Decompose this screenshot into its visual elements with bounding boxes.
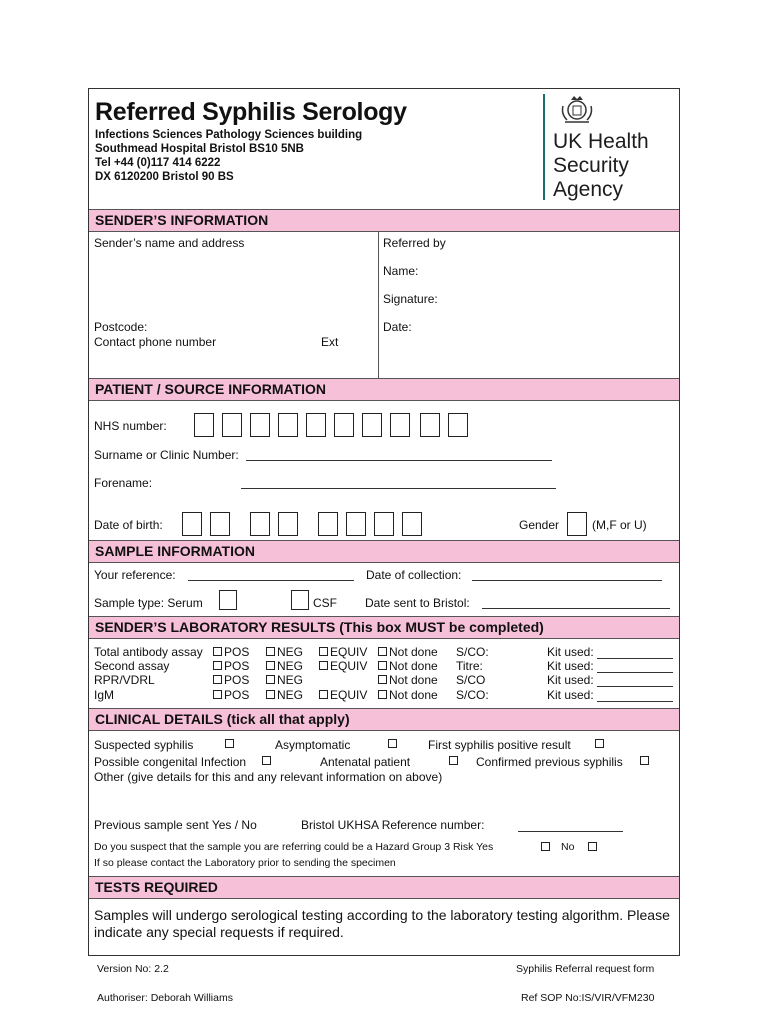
nhs-digit-box[interactable]: [362, 413, 382, 437]
form-title: Referred Syphilis Serology: [95, 98, 407, 126]
nhs-digit-box[interactable]: [222, 413, 242, 437]
author-label: Authoriser: Deborah Williams: [97, 992, 233, 1004]
logo-line: Security: [553, 154, 629, 177]
kit-used-label: Kit used:: [547, 659, 594, 673]
logo-bar: [543, 94, 545, 200]
nhs-digit-box[interactable]: [390, 413, 410, 437]
pos-checkbox[interactable]: [213, 690, 222, 699]
dob-label: Date of birth:: [94, 518, 163, 532]
kit-used-field[interactable]: [597, 672, 673, 673]
not-done-checkbox[interactable]: [378, 690, 387, 699]
gender-hint: (M,F or U): [592, 518, 647, 532]
not-done-label: Not done: [389, 645, 438, 659]
neg-label: NEG: [277, 659, 304, 673]
nhs-digit-box[interactable]: [334, 413, 354, 437]
lab-test-label: RPR/VDRL: [94, 673, 155, 687]
pos-checkbox[interactable]: [213, 647, 222, 656]
antenatal-checkbox[interactable]: [449, 756, 458, 765]
lab-test-label: Total antibody assay: [94, 645, 203, 659]
surname-field[interactable]: [246, 460, 552, 461]
kit-used-field[interactable]: [597, 658, 673, 659]
tests-body: Samples will undergo serological testing according to the laboratory testing algorithm. Please indicate any special requests if required.: [94, 907, 670, 940]
pos-label: POS: [224, 659, 250, 673]
confirmed-label: Confirmed previous syphilis: [476, 755, 623, 769]
equiv-label: EQUIV: [330, 688, 368, 702]
sender-divider: [378, 232, 379, 378]
name-label: Name:: [383, 264, 419, 278]
forename-field[interactable]: [241, 488, 556, 489]
gender-box[interactable]: [567, 512, 587, 536]
dob-digit-box[interactable]: [374, 512, 394, 536]
kit-used-label: Kit used:: [547, 673, 594, 687]
phone-label: Contact phone number: [94, 335, 217, 349]
address-line: Tel +44 (0)117 414 6222: [95, 157, 221, 169]
address-line: Southmead Hospital Bristol BS10 5NB: [95, 143, 304, 155]
first-positive-label: First syphilis positive result: [428, 738, 571, 752]
logo-line: Agency: [553, 178, 624, 201]
serum-checkbox[interactable]: [219, 590, 237, 610]
pos-checkbox[interactable]: [213, 675, 222, 684]
lab-test-label: IgM: [94, 688, 115, 702]
address-line: Infections Sciences Pathology Sciences building: [95, 129, 363, 141]
pos-label: POS: [224, 673, 250, 687]
forename-label: Forename:: [94, 476, 153, 490]
confirmed-checkbox[interactable]: [640, 756, 649, 765]
asymptomatic-label: Asymptomatic: [275, 738, 351, 752]
previous-sample-label: Previous sample sent Yes / No: [94, 818, 257, 832]
nhs-digit-box[interactable]: [194, 413, 214, 437]
nhs-digit-box[interactable]: [306, 413, 326, 437]
clinical-heading: CLINICAL DETAILS (tick all that apply): [89, 708, 679, 731]
not-done-label: Not done: [389, 673, 438, 687]
your-ref-field[interactable]: [188, 580, 354, 581]
address-line: DX 6120200 Bristol 90 BS: [95, 171, 234, 183]
neg-label: NEG: [277, 645, 304, 659]
result-metric-label: S/CO: [456, 673, 486, 687]
result-metric-label: Titre:: [456, 659, 483, 673]
lab-heading: SENDER’S LABORATORY RESULTS (This box MUST be completed): [89, 616, 679, 639]
neg-checkbox[interactable]: [266, 647, 275, 656]
ukhsa-ref-label: Bristol UKHSA Reference number:: [301, 818, 485, 832]
equiv-checkbox[interactable]: [319, 647, 328, 656]
lab-address: [95, 128, 362, 184]
dob-digit-box[interactable]: [210, 512, 230, 536]
version-label: Version No: 2.2: [97, 963, 169, 975]
neg-checkbox[interactable]: [266, 675, 275, 684]
ukhsa-logo: [543, 92, 673, 202]
hazard-question: Do you suspect that the sample you are referring could be a Hazard Group 3 Risk Yes: [94, 841, 494, 853]
nhs-label: NHS number:: [94, 419, 167, 433]
equiv-label: EQUIV: [330, 659, 368, 673]
dob-digit-box[interactable]: [250, 512, 270, 536]
neg-checkbox[interactable]: [266, 661, 275, 670]
csf-checkbox[interactable]: [291, 590, 309, 610]
not-done-checkbox[interactable]: [378, 661, 387, 670]
gender-label: Gender: [519, 518, 560, 532]
sender-heading: SENDER’S INFORMATION: [89, 209, 679, 232]
surname-label: Surname or Clinic Number:: [94, 448, 239, 462]
equiv-checkbox[interactable]: [319, 690, 328, 699]
equiv-checkbox[interactable]: [319, 661, 328, 670]
form-name-label: Syphilis Referral request form: [516, 963, 655, 975]
suspected-label: Suspected syphilis: [94, 738, 194, 752]
nhs-digit-box[interactable]: [420, 413, 440, 437]
dob-digit-box[interactable]: [318, 512, 338, 536]
dob-digit-box[interactable]: [346, 512, 366, 536]
neg-checkbox[interactable]: [266, 690, 275, 699]
not-done-label: Not done: [389, 659, 438, 673]
csf-label: CSF: [313, 596, 337, 610]
dob-digit-box[interactable]: [278, 512, 298, 536]
not-done-checkbox[interactable]: [378, 647, 387, 656]
antenatal-label: Antenatal patient: [320, 755, 411, 769]
hazard-yes-checkbox[interactable]: [541, 842, 550, 851]
suspected-checkbox[interactable]: [225, 739, 234, 748]
neg-label: NEG: [277, 673, 304, 687]
other-label: Other (give details for this and any relevant information on above): [94, 770, 443, 784]
royal-crest-icon: [557, 92, 597, 126]
nhs-digit-box[interactable]: [250, 413, 270, 437]
hazard-no-checkbox[interactable]: [588, 842, 597, 851]
your-ref-label: Your reference:: [94, 568, 176, 582]
sop-label: Ref SOP No:IS/VIR/VFM230: [521, 992, 655, 1004]
date-label: Date:: [383, 320, 412, 334]
postcode-label: Postcode:: [94, 320, 148, 334]
logo-line: UK Health: [553, 130, 649, 153]
kit-used-field[interactable]: [597, 701, 673, 702]
nhs-digit-box[interactable]: [448, 413, 468, 437]
equiv-label: EQUIV: [330, 645, 368, 659]
pos-label: POS: [224, 688, 250, 702]
date-sent-field[interactable]: [482, 608, 670, 609]
dob-digit-box[interactable]: [402, 512, 422, 536]
ukhsa-ref-field[interactable]: [518, 831, 623, 832]
referred-by-label: Referred by: [383, 236, 446, 250]
dob-digit-box[interactable]: [182, 512, 202, 536]
pos-checkbox[interactable]: [213, 661, 222, 670]
not-done-label: Not done: [389, 688, 438, 702]
kit-used-label: Kit used:: [547, 645, 594, 659]
asymptomatic-checkbox[interactable]: [388, 739, 397, 748]
signature-label: Signature:: [383, 292, 438, 306]
not-done-checkbox[interactable]: [378, 675, 387, 684]
kit-used-field[interactable]: [597, 686, 673, 687]
sender-name-label: Sender’s name and address: [94, 236, 245, 250]
congenital-label: Possible congenital Infection: [94, 755, 247, 769]
neg-label: NEG: [277, 688, 304, 702]
congenital-checkbox[interactable]: [262, 756, 271, 765]
date-sent-label: Date sent to Bristol:: [365, 596, 470, 610]
nhs-digit-box[interactable]: [278, 413, 298, 437]
result-metric-label: S/CO:: [456, 688, 489, 702]
date-collection-field[interactable]: [472, 580, 662, 581]
ext-label: Ext: [321, 335, 339, 349]
tests-heading: TESTS REQUIRED: [89, 876, 679, 899]
lab-test-label: Second assay: [94, 659, 170, 673]
result-metric-label: S/CO:: [456, 645, 489, 659]
kit-used-label: Kit used:: [547, 688, 594, 702]
pos-label: POS: [224, 645, 250, 659]
hazard-no-label: No: [561, 841, 575, 853]
patient-heading: PATIENT / SOURCE INFORMATION: [89, 378, 679, 401]
sample-type-label: Sample type: Serum: [94, 596, 203, 610]
date-collection-label: Date of collection:: [366, 568, 462, 582]
first-positive-checkbox[interactable]: [595, 739, 604, 748]
sample-heading: SAMPLE INFORMATION: [89, 540, 679, 563]
hazard-contact-note: If so please contact the Laboratory prior to sending the specimen: [94, 857, 396, 869]
